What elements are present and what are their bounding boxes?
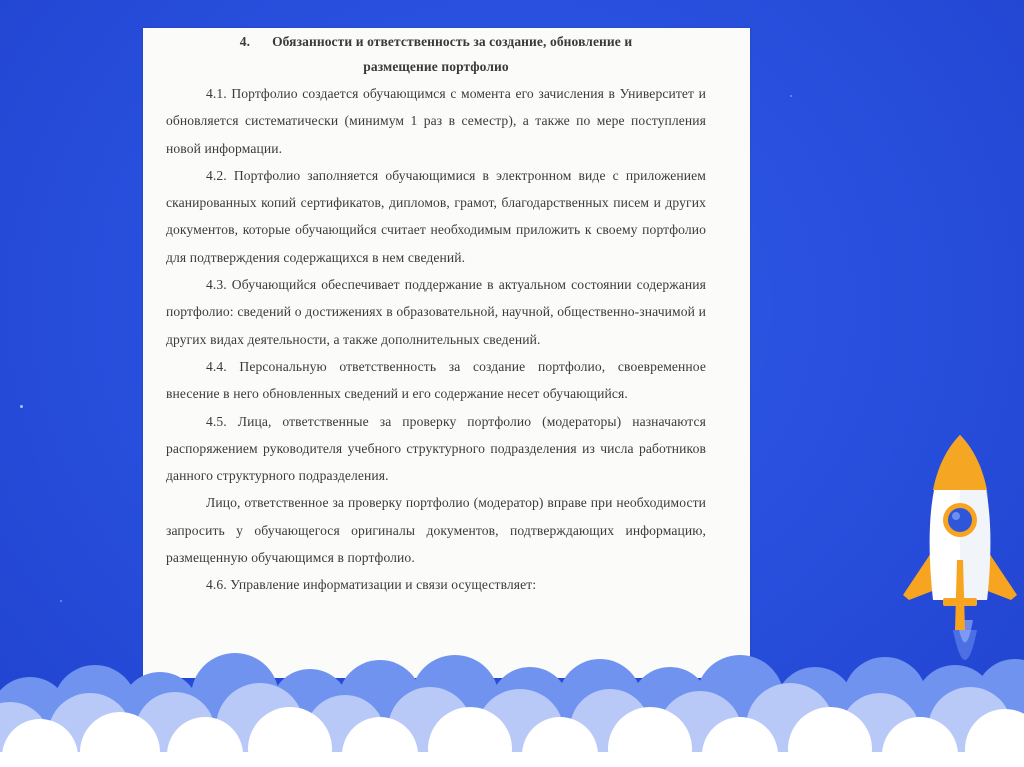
paragraph-moderator: Лицо, ответственное за проверку портфолио (модератор) вправе при необходимости запросить у обучающегося оригиналы документов, подтверждающих информацию, размещенную обучающимся в портфолио. [166,495,706,566]
section-title-line2: размещение портфолио [363,59,509,74]
paragraph-4-5: 4.5. Лица, ответственные за проверку портфолио (модераторы) назначаются распоряжением руководителя учебного структурного подразделения из числа работников данного структурного подразделения. [166,413,706,484]
section-number: 4. [239,34,251,49]
section-title-line1: Обязанности и ответственность за создание, обновление и [272,34,633,49]
star-decoration [20,405,23,408]
paragraph-4-6: 4.6. Управление информатизации и связи осуществляет: [206,577,537,593]
paragraph-4-1: 4.1. Портфолио создается обучающимся с момента его зачисления в Университет и обновляется систематически (минимум 1 раз в семестр), а также по мере поступления новой информации. [166,86,706,156]
rocket-icon [895,430,1024,670]
paragraph-4-4: 4.4. Персональную ответственность за создание портфолио, своевременное внесение в него обновленных сведений и его содержание несет обучающийся. [166,358,706,402]
star-decoration [60,600,62,602]
paragraph-4-2: 4.2. Портфолио заполняется обучающимися в электронном виде с приложением сканированных копий сертификатов, дипломов, грамот, благодарственных писем и других документов, которые обучающийся считает необходимым приложить к своему портфолио для подтверждения содержащихся в нем сведений. [166,167,706,265]
paragraph-4-3: 4.3. Обучающийся обеспечивает поддержание в актуальном состоянии содержания портфолио: сведений о достижениях в образовательной, научной, общественно-значимой и других видах деятельности, а также дополнительных сведений. [166,277,706,347]
clouds-decoration [0,637,1024,767]
section-heading [166,29,706,55]
star-decoration [790,95,792,97]
document-page [143,28,750,678]
